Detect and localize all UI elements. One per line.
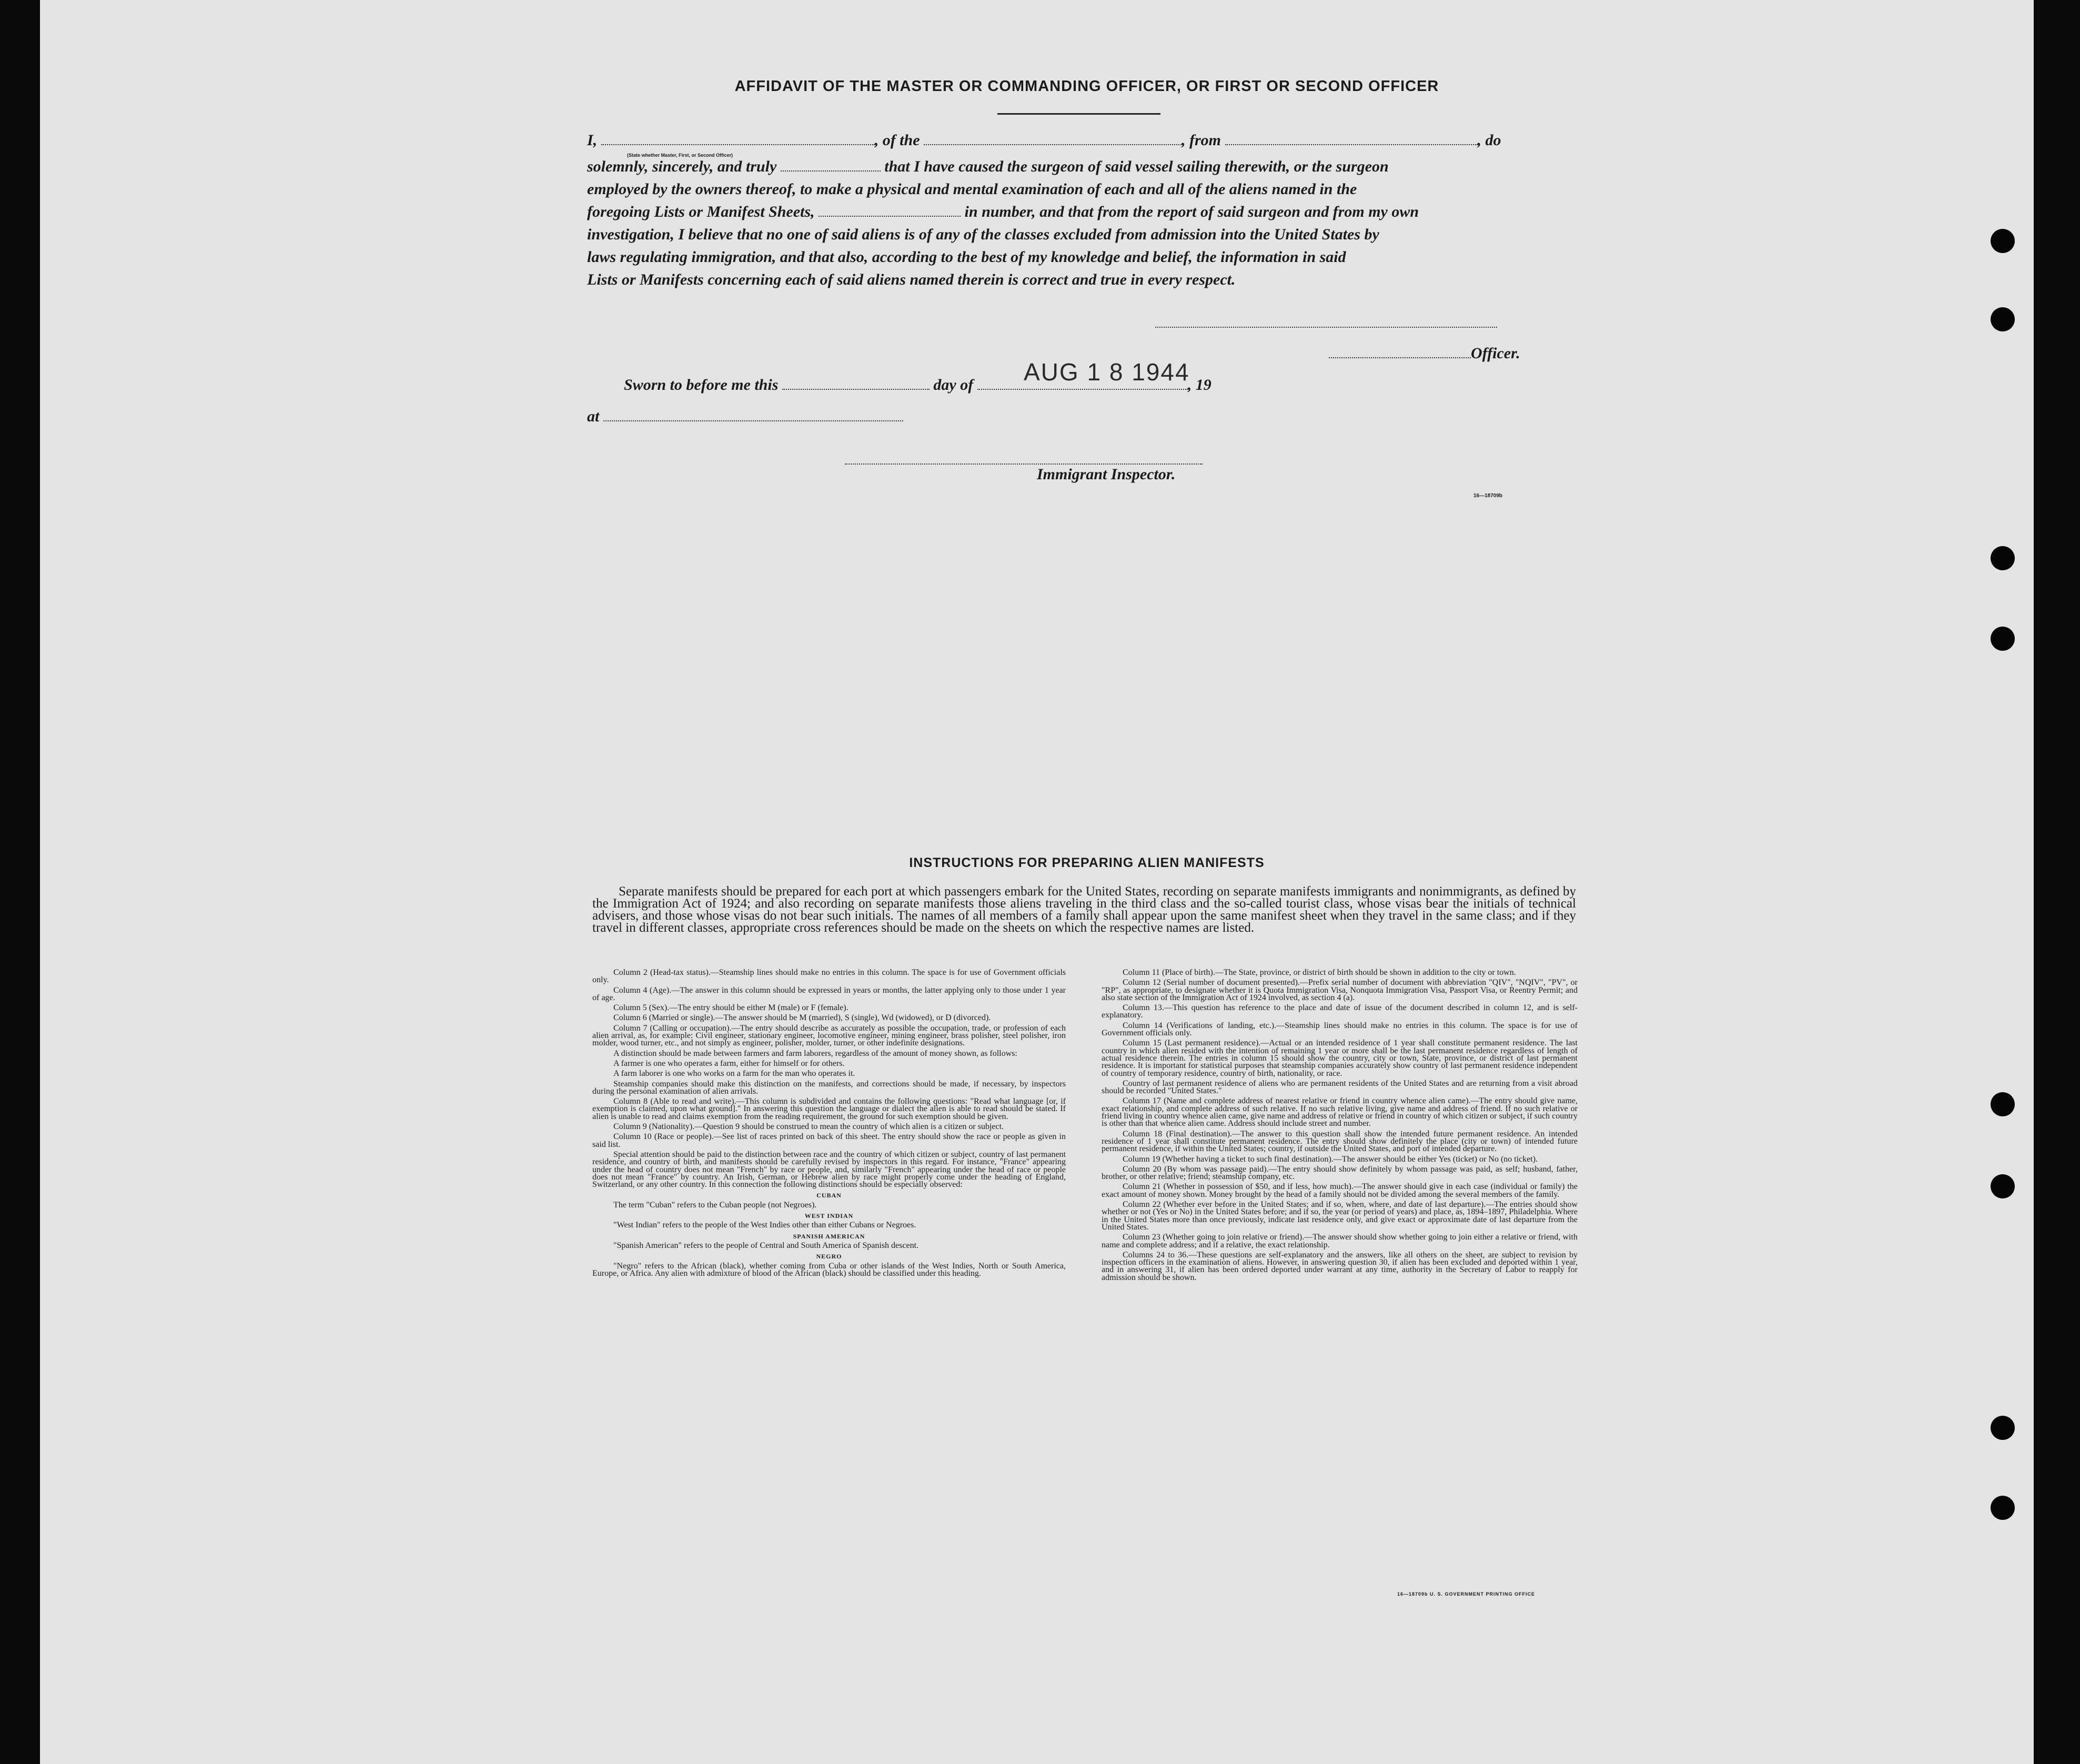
- left-paragraph: Column 5 (Sex).—The entry should be either M (male) or F (female).: [613, 1003, 849, 1013]
- officer-signature-row: [1329, 345, 1520, 362]
- punch-hole: [1991, 1092, 2015, 1116]
- cuban-heading: CUBAN: [816, 1192, 842, 1199]
- affidavit-line-3: employed by the owners thereof, to make a physical and mental examination of each and all of the aliens named in the: [587, 180, 1357, 198]
- right-paragraph: Columns 24 to 36.—These questions are self-explanatory and the answers, like all others on the sheet, are subject to revision by inspection officers in the examination of aliens. However, in answering question 30, if alien has been excluded and deported within 1 year, and in answering 31, if alien has been ordered deported under warrant at any time, authority in the Secretary of Labor to reapply for admission should be shown.: [1102, 1250, 1578, 1282]
- officer-name-field[interactable]: [1329, 357, 1471, 358]
- oath-field[interactable]: [781, 170, 881, 172]
- left-paragraph: A farm laborer is one who works on a farm for the man who operates it.: [613, 1069, 855, 1078]
- left-paragraph: Column 10 (Race or people).—See list of races printed on back of this sheet. The entry should show the race or people as given in said list.: [592, 1132, 1066, 1149]
- instructions-left-column: [592, 969, 1066, 1280]
- spanish-american-paragraph: "Spanish American" refers to the people of Central and South America of Spanish descent.: [613, 1241, 919, 1250]
- officer-label: Officer.: [1471, 345, 1520, 362]
- affidavit-line-6: laws regulating immigration, and that also, according to the best of my knowledge and belief, the information in said: [587, 248, 1346, 266]
- right-paragraph: Column 19 (Whether having a ticket to such final destination).—The answer should be either Yes (ticket) or No (no ticket).: [1123, 1154, 1538, 1164]
- sworn-day-field[interactable]: [782, 388, 930, 390]
- form-sheet: [40, 0, 2034, 1764]
- right-paragraph: Column 20 (By whom was passage paid).—The entry should show definitely by whom passage was paid, as self; husband, father, brother, or other relative; friend; steamship company, etc.: [1102, 1164, 1578, 1182]
- number-field[interactable]: [819, 215, 961, 217]
- left-paragraph: Steamship companies should make this distinction on the manifests, and corrections should be made, if necessary, by inspectors during the personal examination of alien arrivals.: [592, 1079, 1066, 1096]
- vessel-field[interactable]: [924, 144, 1182, 145]
- form-number: 16—18709b: [1473, 493, 1503, 499]
- affidavit-title: AFFIDAVIT OF THE MASTER OR COMMANDING OFFICER, OR FIRST OR SECOND OFFICER: [734, 78, 1439, 95]
- punch-hole: [1991, 229, 2015, 253]
- officer-rank-field[interactable]: [601, 144, 875, 145]
- left-paragraph: Column 7 (Calling or occupation).—The entry should describe as accurately as possible the occupation, trade, or profession of each alien arrival, as, for example: Civil engineer, stationary engineer, locomotive engineer, mining engineer, brass polisher, steel polisher, iron molder, wood turner, etc., and not simply as engineer, polisher, molder, turner, or other indefinite designations.: [592, 1023, 1066, 1048]
- left-paragraph: A distinction should be made between farmers and farm laborers, regardless of the amount of money shown, as follows:: [613, 1049, 1017, 1058]
- instructions-right-column: [1102, 969, 1578, 1284]
- right-paragraph: Column 23 (Whether going to join relative or friend).—The answer should show whether going to join either a relative or friend, with name and complete address; and if a relative, the exact relationship.: [1102, 1233, 1578, 1249]
- text-day-of: day of: [933, 376, 974, 394]
- right-paragraph: Column 21 (Whether in possession of $50, and if less, how much).—The answer should give in each case (individual or family) the exact amount of money shown. Money brought by the head of a family should not be divided among the several members of the family.: [1102, 1182, 1578, 1199]
- west-indian-heading: WEST INDIAN: [804, 1212, 854, 1220]
- west-indian-paragraph: "West Indian" refers to the people of the West Indies other than either Cubans or Negroes.: [613, 1221, 916, 1230]
- text-surgeon: that I have caused the surgeon of said vessel sailing therewith, or the surgeon: [884, 158, 1389, 175]
- inspector-signature-line[interactable]: [845, 463, 1203, 465]
- text-19: , 19: [1187, 376, 1211, 394]
- text-sworn: Sworn to before me this: [624, 376, 779, 394]
- right-paragraph: Column 14 (Verifications of landing, etc.).—Steamship lines should make no entries in this column. The space is for use of Government officials only.: [1102, 1021, 1578, 1038]
- text-solemnly: solemnly, sincerely, and truly: [587, 158, 777, 175]
- right-paragraph: Country of last permanent residence of aliens who are permanent residents of the United States and are returning from a visit abroad should be recorded "United States.": [1102, 1078, 1578, 1096]
- punch-hole: [1991, 307, 2015, 331]
- punch-hole: [1991, 1416, 2015, 1440]
- date-stamp: AUG 1 8 1944: [1024, 358, 1190, 386]
- left-paragraph: Column 2 (Head-tax status).—Steamship lines should make no entries in this column. The space is for use of Government officials only.: [592, 968, 1066, 985]
- punch-hole: [1991, 1496, 2015, 1520]
- right-paragraph: Column 22 (Whether ever before in the United States; and if so, when, where, and date of last departure).—The entries should show whether or not (Yes or No) in the United States before; and if so, the year (or period of years) and place, as, 1894–1897, Philadelphia. Where in the United States more than once previously, indicate last residence only, and give exact or approximate date of last departure from the United States.: [1102, 1200, 1578, 1232]
- punch-hole: [1991, 627, 2015, 651]
- negro-paragraph: "Negro" refers to the African (black), whether coming from Cuba or other islands of the West Indies, North or South America, Europe, or Africa. Any alien with admixture of blood of the African (black) should be classified under this heading.: [592, 1261, 1066, 1278]
- left-paragraph: Column 8 (Able to read and write).—This column is subdivided and contains the following questions: "Read what language [or, if exemption is claimed, upon what ground]." In answering this question the language or dialect the alien is able to read should be stated. If alien is unable to read and claims exemption from the reading requirement, the ground for such exemption should be given.: [592, 1097, 1066, 1121]
- right-paragraph: Column 12 (Serial number of document presented).—Prefix serial number of document with abbreviation "QIV", "NQIV", "PV", or "RP", as appropriate, to designate whether it is Quota Immigration Visa, Nonquota Immigration Visa, Passport Visa, or Reentry Permit; and also state section of the Immigration Act of 1924 involved, as section 4 (a).: [1102, 978, 1578, 1002]
- left-paragraph: A farmer is one who operates a farm, either for himself or for others.: [613, 1059, 845, 1068]
- right-paragraph: Column 11 (Place of birth).—The State, province, or district of birth should be shown in addition to the city or town.: [1123, 968, 1516, 977]
- affidavit-line-4: [587, 203, 1576, 226]
- text-in-number: in number, and that from the report of said surgeon and from my own: [964, 203, 1419, 220]
- right-paragraph: Column 15 (Last permanent residence).—Actual or an intended residence of 1 year shall constitute permanent residence. The last country in which alien resided with the intention of remaining 1 year or more shall be the last permanent residence regardless of length of actual residence therein. The entries in column 15 should show the country, city or town, State, province, or district of last permanent residence. It is important for statistical purposes that steamship companies accurately show country of last permanent residence independent of country of temporary residence, country of birth, nationality, or race.: [1102, 1039, 1578, 1078]
- right-paragraph: Column 13.—This question has reference to the place and date of issue of the document described in column 12, and is self-explanatory.: [1102, 1003, 1578, 1020]
- negro-heading: NEGRO: [816, 1253, 842, 1261]
- instructions-title: INSTRUCTIONS FOR PREPARING ALIEN MANIFESTS: [909, 855, 1265, 870]
- affidavit-line-7: Lists or Manifests concerning each of said aliens named therein is correct and true in every respect.: [587, 271, 1236, 288]
- left-paragraph: Column 4 (Age).—The answer in this column should be expressed in years or months, the latter applying only to those under 1 year of age.: [592, 985, 1066, 1002]
- affidavit-line-1: [587, 132, 1576, 155]
- cuban-paragraph: The term "Cuban" refers to the Cuban people (not Negroes).: [613, 1200, 817, 1209]
- text-from: , from: [1182, 132, 1221, 149]
- instructions-intro: Separate manifests should be prepared for each port at which passengers embark for the United States, recording on separate manifests immigrants and nonimmigrants, as defined by the Immigration Act of 1924; and also recording on separate manifests those aliens traveling in the third class and the so-called tourist class, whose visas bear the initials of technical advisers, and those whose visas do not bear such initials. The names of all members of a family shall appear upon the same manifest sheet when they travel in the same class; and if they travel in different classes, appropriate cross references should be made on the sheets on which the respective names are listed.: [592, 884, 1576, 935]
- text-at: at: [587, 408, 600, 425]
- signature-line[interactable]: [1155, 326, 1497, 328]
- left-paragraph: Column 6 (Married or single).—The answer should be M (married), S (single), Wd (widowed), or D (divorced).: [613, 1013, 991, 1023]
- place-field[interactable]: [603, 420, 903, 421]
- affidavit-line-5: investigation, I believe that no one of said aliens is of any of the classes excluded from admission into the United States by: [587, 226, 1379, 243]
- punch-hole: [1991, 546, 2015, 570]
- left-paragraph: Column 9 (Nationality).—Question 9 should be construed to mean the country of which alien is a citizen or subject.: [613, 1122, 1004, 1132]
- officer-note: (State whether Master, First, or Second Officer): [627, 153, 733, 158]
- printing-office-footer: 16—18709b U. S. GOVERNMENT PRINTING OFFICE: [1397, 1591, 1536, 1597]
- right-paragraph: Column 17 (Name and complete address of nearest relative or friend in country whence alien came).—The entry should give name, exact relationship, and complete address of such relative. If no such relative living, give name and address of friend. If no such relative or friend living in country whence alien came, give name and address of relative or friend in country of which citizen or subject, if such country is other than that whence alien came. Address should include street and number.: [1102, 1096, 1578, 1128]
- text-do: , do: [1477, 132, 1501, 149]
- from-port-field[interactable]: [1225, 144, 1478, 145]
- left-paragraph: Special attention should be paid to the distinction between race and the country of which citizen or subject, country of last permanent residence, and country of birth, and manifests should be carefully revised by inspectors in this regard. For instance, "France" appearing under the head of country does not mean "French" by race or people, and, similarly "French" appearing under the head of race or people does not mean "France" by country. An Irish, German, or Hebrew alien by race might properly come under the heading of England, Switzerland, or any other country. In this connection the following distinctions should be especially observed:: [592, 1150, 1066, 1190]
- text-of-the: , of the: [874, 132, 920, 149]
- punch-hole: [1991, 1174, 2015, 1198]
- spanish-american-heading: SPANISH AMERICAN: [793, 1232, 865, 1240]
- title-rule: [997, 113, 1160, 115]
- right-paragraph: Column 18 (Final destination).—The answer to this question shall show the intended future permanent residence. An intended residence of 1 year shall constitute permanent residence. The entry should show definitely the place (city or town) of intended future permanent residence, if within the United States; country, if outside the United States, and port of intended departure.: [1102, 1129, 1578, 1154]
- text-i: I,: [587, 132, 598, 149]
- affidavit-line-2: [587, 158, 1576, 181]
- inspector-label: Immigrant Inspector.: [1037, 466, 1176, 483]
- text-foregoing: foregoing Lists or Manifest Sheets,: [587, 203, 815, 220]
- sworn-month-field[interactable]: [977, 388, 1188, 390]
- at-row: [587, 408, 903, 426]
